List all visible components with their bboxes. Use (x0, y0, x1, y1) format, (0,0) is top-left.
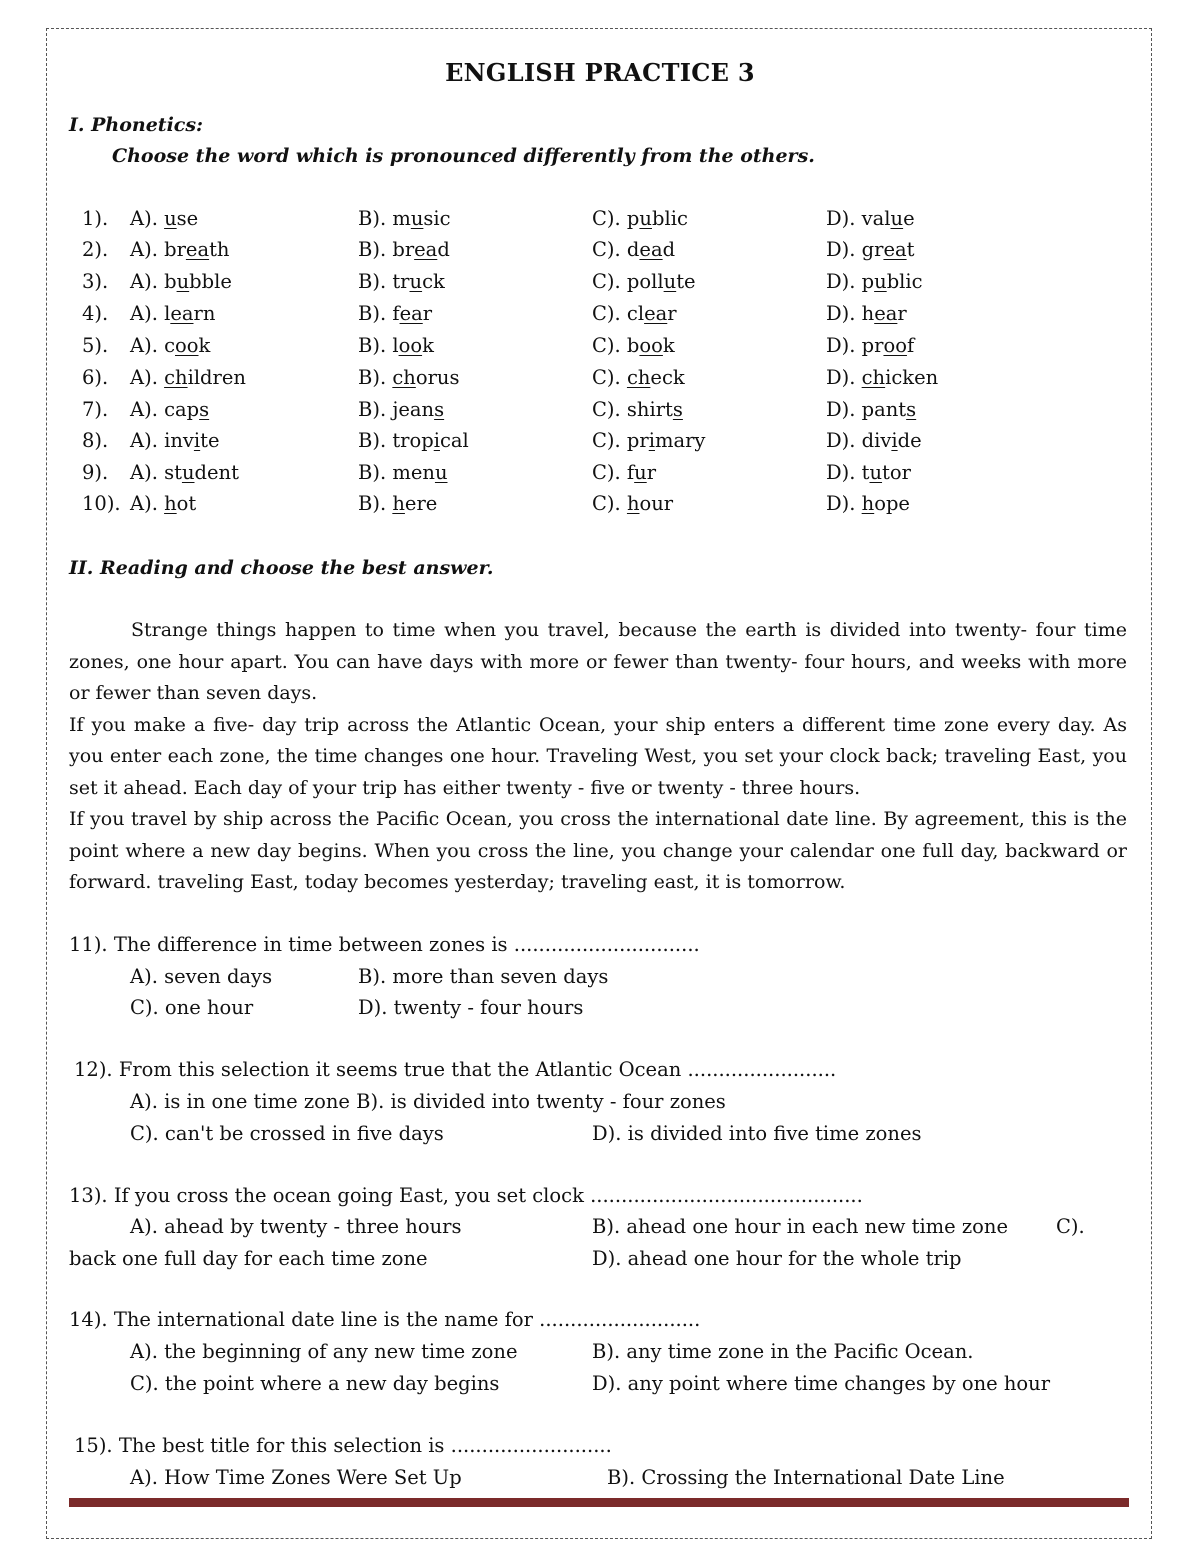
option-a: A). bubble (130, 270, 232, 293)
item-number: 9). (82, 461, 109, 484)
question-11-stem: 11). The difference in time between zones is .............................. (69, 933, 700, 956)
underlined-sound: u (409, 270, 423, 293)
phonetics-item (0, 429, 1200, 459)
underlined-sound: ch (626, 366, 651, 389)
underlined-sound: ea (874, 302, 898, 325)
option-a: A). use (130, 207, 199, 230)
underlined-sound: i (648, 429, 655, 452)
question-13-option-b: B). ahead one hour in each new time zone (592, 1215, 1009, 1238)
underlined-sound: i (433, 429, 440, 452)
item-number: 6). (82, 366, 109, 389)
question-13-option-a: A). ahead by twenty - three hours (130, 1215, 462, 1238)
passage-paragraph-2: If you make a five- day trip across the Atlantic Ocean, your ship enters a different time zone every day. As you enter each zone, the time changes one hour. Traveling West, you set your clock back; traveling East, you set it ahead. Each day of your trip has either twenty - five or twenty - three hours. (69, 713, 1127, 799)
option-d: D). proof (826, 334, 915, 357)
question-15-stem: 15). The best title for this selection is .......................... (74, 1434, 612, 1457)
option-b: B). look (358, 334, 434, 357)
question-11-option-c: C). one hour (130, 996, 254, 1019)
underlined-sound: u (434, 461, 448, 484)
underlined-sound: h (626, 492, 640, 515)
phonetics-item (0, 334, 1200, 364)
footer-rule (69, 1498, 1129, 1507)
item-number: 2). (82, 238, 109, 261)
option-c: C). fur (592, 461, 657, 484)
option-d: D). great (826, 238, 915, 261)
underlined-sound: ch (392, 366, 416, 389)
section1-instruction: Choose the word which is pronounced differently from the others. (112, 145, 815, 167)
underlined-sound: u (663, 270, 677, 293)
underlined-sound: u (639, 207, 652, 230)
underlined-sound: u (634, 461, 647, 484)
question-11-option-d: D). twenty - four hours (358, 996, 584, 1019)
phonetics-item (0, 238, 1200, 268)
phonetics-item (0, 492, 1200, 522)
option-b: B). jeans (358, 398, 445, 421)
option-d: D). divide (826, 429, 922, 452)
underlined-sound: s (672, 398, 683, 421)
underlined-sound: ea (883, 238, 907, 261)
option-c: C). primary (592, 429, 706, 452)
item-number: 3). (82, 270, 109, 293)
item-number: 8). (82, 429, 109, 452)
underlined-sound: ch (164, 366, 188, 389)
option-c: C). pollute (592, 270, 696, 293)
question-13-option-c-label: C). (1056, 1215, 1085, 1238)
underlined-sound: oo (883, 334, 907, 357)
question-12-option-c: C). can't be crossed in five days (130, 1122, 444, 1145)
phonetics-item (0, 461, 1200, 491)
question-12-stem: 12). From this selection it seems true that the Atlantic Ocean ........................ (74, 1058, 837, 1081)
underlined-sound: ch (861, 366, 886, 389)
question-13-option-c-text: back one full day for each time zone (69, 1247, 428, 1270)
underlined-sound: u (869, 461, 883, 484)
question-13-stem: 13). If you cross the ocean going East, you set clock ............................................ (69, 1184, 863, 1207)
item-number: 1). (82, 207, 109, 230)
option-b: B). menu (358, 461, 448, 484)
question-14-stem: 14). The international date line is the name for .......................... (69, 1308, 701, 1331)
phonetics-item (0, 270, 1200, 300)
underlined-sound: ea (639, 238, 663, 261)
underlined-sound: s (434, 398, 445, 421)
passage-paragraph-3: If you travel by ship across the Pacific Ocean, you cross the international date line. By agreement, this is the point where a new day begins. When you cross the line, you change your calendar one full day, backward or forward. traveling East, today becomes yesterday; traveling east, it is tomorrow. (69, 808, 1127, 893)
item-number: 10). (82, 492, 121, 515)
underlined-sound: u (874, 270, 887, 293)
underlined-sound: ea (170, 302, 194, 325)
option-b: B). fear (358, 302, 433, 325)
underlined-sound: u (176, 270, 190, 293)
option-c: C). shirts (592, 398, 683, 421)
option-a: A). breath (130, 238, 230, 261)
option-b: B). here (358, 492, 438, 515)
question-12-option-d: D). is divided into five time zones (592, 1122, 922, 1145)
question-15-option-b: B). Crossing the International Date Line (607, 1466, 1005, 1489)
section2-heading: II. Reading and choose the best answer. (69, 557, 494, 579)
underlined-sound: ea (185, 238, 210, 261)
option-d: D). hear (826, 302, 907, 325)
option-b: B). truck (358, 270, 445, 293)
underlined-sound: h (164, 492, 177, 515)
option-a: A). hot (130, 492, 197, 515)
option-a: A). learn (130, 302, 216, 325)
underlined-sound: oo (175, 334, 199, 357)
phonetics-item (0, 302, 1200, 332)
option-d: D). tutor (826, 461, 911, 484)
option-a: A). caps (130, 398, 210, 421)
page-title: ENGLISH PRACTICE 3 (445, 58, 755, 87)
item-number: 4). (82, 302, 109, 325)
option-a: A). children (130, 366, 246, 389)
item-number: 7). (82, 398, 109, 421)
option-b: B). music (358, 207, 451, 230)
underlined-sound: h (861, 492, 875, 515)
question-15-option-a: A). How Time Zones Were Set Up (130, 1466, 462, 1489)
question-14-option-b: B). any time zone in the Pacific Ocean. (592, 1340, 974, 1363)
reading-passage (69, 615, 1127, 899)
option-c: C). hour (592, 492, 674, 515)
underlined-sound: i (193, 429, 201, 452)
underlined-sound: u (410, 207, 424, 230)
passage-paragraph-1: Strange things happen to time when you travel, because the earth is divided into twenty- four time zones, one hour apart. You can have days with more or fewer than twenty- four hours, and weeks with more or fewer than seven days. (69, 619, 1127, 704)
option-d: D). pants (826, 398, 917, 421)
option-c: C). public (592, 207, 688, 230)
question-11-option-b: B). more than seven days (358, 965, 609, 988)
phonetics-item (0, 366, 1200, 396)
option-c: C). check (592, 366, 685, 389)
question-12-options-ab: A). is in one time zone B). is divided into twenty - four zones (130, 1090, 726, 1113)
question-14-option-d: D). any point where time changes by one hour (592, 1372, 1051, 1395)
underlined-sound: u (164, 207, 177, 230)
underlined-sound: oo (639, 334, 663, 357)
underlined-sound: s (199, 398, 210, 421)
option-b: B). chorus (358, 366, 460, 389)
underlined-sound: u (890, 207, 904, 230)
option-c: C). dead (592, 238, 676, 261)
option-b: B). bread (358, 238, 450, 261)
underlined-sound: ea (414, 238, 438, 261)
option-b: B). tropical (358, 429, 469, 452)
underlined-sound: ea (399, 302, 423, 325)
question-14-option-a: A). the beginning of any new time zone (130, 1340, 518, 1363)
underlined-sound: h (392, 492, 405, 515)
underlined-sound: u (181, 461, 195, 484)
question-11-option-a: A). seven days (130, 965, 273, 988)
option-d: D). value (826, 207, 915, 230)
underlined-sound: oo (398, 334, 423, 357)
option-d: D). chicken (826, 366, 939, 389)
option-c: C). clear (592, 302, 677, 325)
underlined-sound: s (906, 398, 917, 421)
phonetics-item (0, 398, 1200, 428)
option-a: A). cook (130, 334, 211, 357)
underlined-sound: i (891, 429, 898, 452)
underlined-sound: ea (644, 302, 668, 325)
option-a: A). invite (130, 429, 220, 452)
phonetics-item (0, 207, 1200, 237)
section1-heading: I. Phonetics: (69, 114, 204, 136)
question-13-option-d: D). ahead one hour for the whole trip (592, 1247, 962, 1270)
option-c: C). book (592, 334, 675, 357)
item-number: 5). (82, 334, 109, 357)
option-a: A). student (130, 461, 239, 484)
option-d: D). hope (826, 492, 910, 515)
option-d: D). public (826, 270, 923, 293)
question-14-option-c: C). the point where a new day begins (130, 1372, 500, 1395)
